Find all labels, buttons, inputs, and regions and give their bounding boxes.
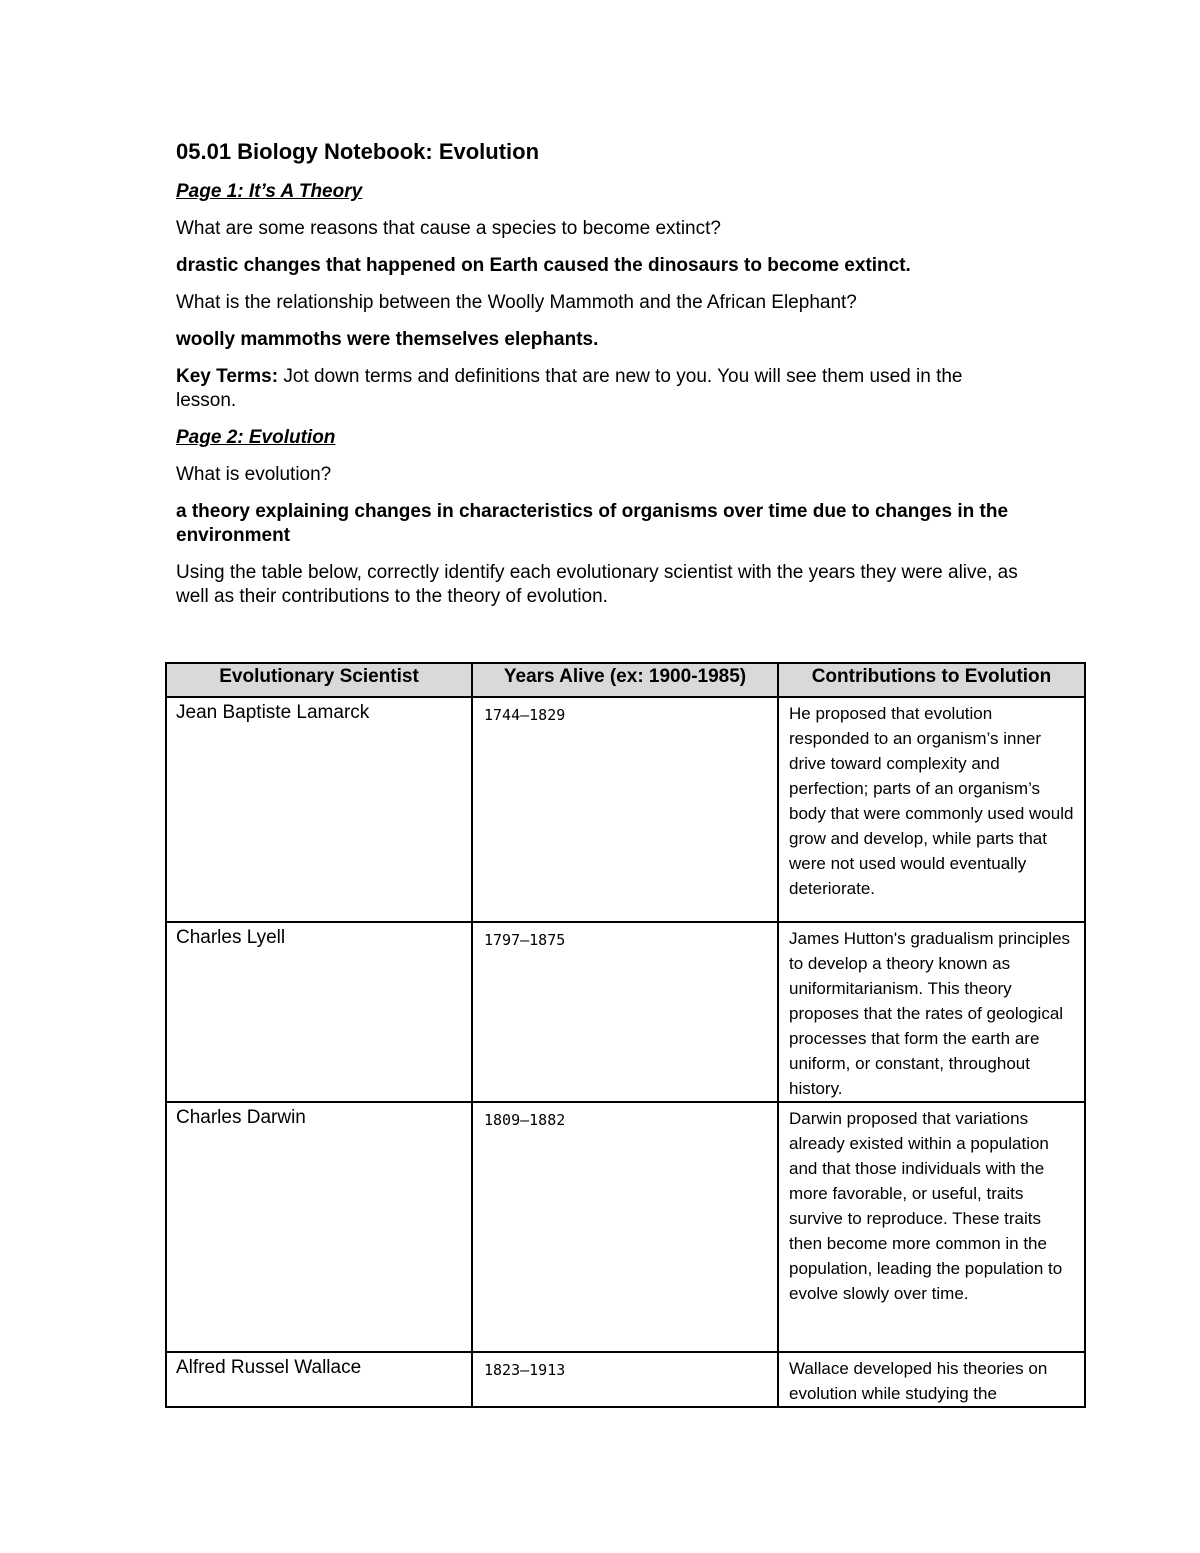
key-terms-text: Jot down terms and definitions that are new to you. You will see them used in the lesson. (176, 366, 963, 411)
table-row (166, 1352, 1085, 1407)
header-contributions: Contributions to Evolution (778, 663, 1085, 697)
page2-heading: Page 2: Evolution (176, 427, 336, 448)
header-scientist: Evolutionary Scientist (166, 663, 472, 697)
scientist-name: Charles Lyell (166, 922, 472, 1102)
page1-answer-2: woolly mammoths were themselves elephants. (176, 329, 599, 350)
contribution-text: Wallace developed his theories on evolution while studying the (778, 1352, 1085, 1407)
key-terms-paragraph (176, 365, 1016, 413)
scientist-name: Alfred Russel Wallace (166, 1352, 472, 1407)
document-title: 05.01 Biology Notebook: Evolution (176, 139, 540, 164)
scientists-table (165, 662, 1086, 1408)
contribution-text: Darwin proposed that variations already existed within a population and that those individuals with the more favorable, or useful, traits survive to reproduce. These traits then become more common in the population, leading the population to evolve slowly over time. (778, 1102, 1085, 1352)
page1-answer-1: drastic changes that happened on Earth caused the dinosaurs to become extinct. (176, 255, 911, 276)
table-header-row (166, 663, 1085, 697)
contribution-text: James Hutton's gradualism principles to develop a theory known as uniformitarianism. This theory proposes that the rates of geological processes that form the earth are uniform, or constant, throughout history. (778, 922, 1085, 1102)
table-row (166, 922, 1085, 1102)
page2-answer-1: a theory explaining changes in characteristics of organisms over time due to changes in the environment (176, 501, 1009, 546)
years-alive: 1809–1882 (472, 1102, 778, 1352)
years-alive: 1797–1875 (472, 922, 778, 1102)
page1-question-1: What are some reasons that cause a species to become extinct? (176, 218, 721, 239)
contribution-text: He proposed that evolution responded to an organism’s inner drive toward complexity and perfection; parts of an organism’s body that were commonly used would grow and develop, while parts that were not used would eventually deteriorate. (778, 697, 1085, 922)
scientist-name: Charles Darwin (166, 1102, 472, 1352)
years-alive: 1744–1829 (472, 697, 778, 922)
page1-question-2: What is the relationship between the Woolly Mammoth and the African Elephant? (176, 292, 857, 313)
key-terms-label: Key Terms: (176, 366, 279, 387)
scientist-name: Jean Baptiste Lamarck (166, 697, 472, 922)
notebook-page (176, 138, 1086, 617)
page2-question-1: What is evolution? (176, 464, 332, 485)
page1-heading: Page 1: It’s A Theory (176, 181, 363, 202)
years-alive: 1823–1913 (472, 1352, 778, 1407)
table-row (166, 697, 1085, 922)
table-instruction: Using the table below, correctly identify each evolutionary scientist with the years they were alive, as well as their contributions to the theory of evolution. (176, 562, 1018, 607)
table-row (166, 1102, 1085, 1352)
header-years: Years Alive (ex: 1900-1985) (472, 663, 778, 697)
